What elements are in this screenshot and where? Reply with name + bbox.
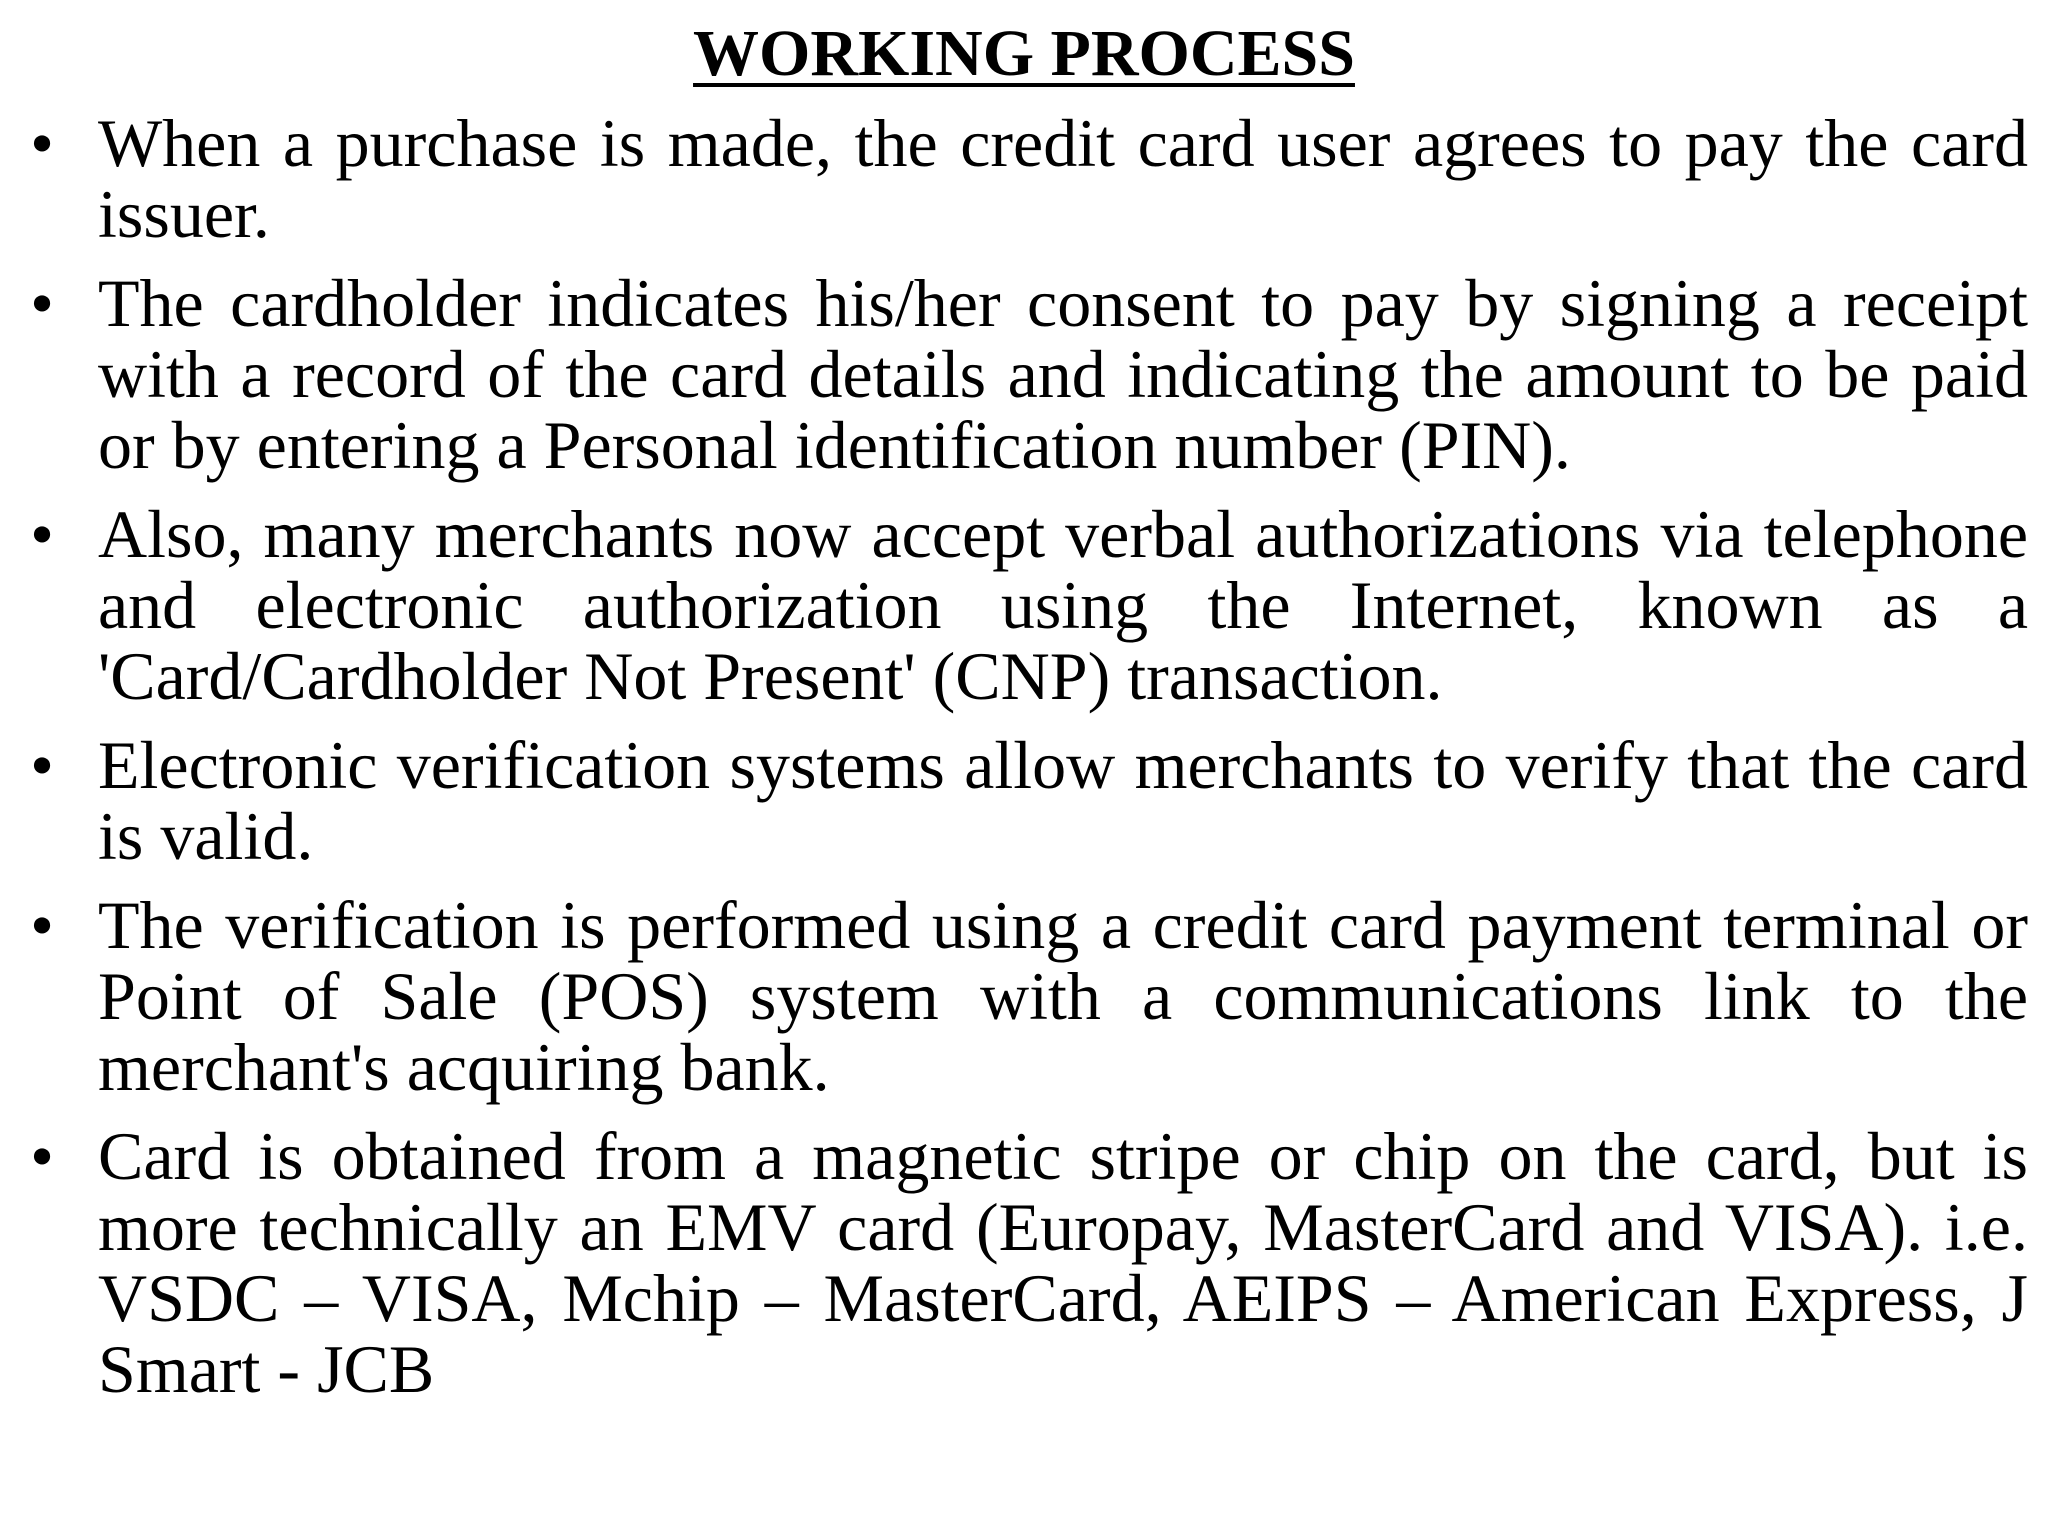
bullet-dot-icon: •	[30, 727, 54, 803]
bullet-item	[0, 727, 2048, 874]
bullet-item	[0, 265, 2048, 483]
bullet-dot-icon: •	[30, 1118, 54, 1194]
bullet-text: Card is obtained from a magnetic stripe or chip on the card, but is more technically an EMV card (Europay, MasterCard and VISA). i.e. VSDC – VISA, Mchip – MasterCard, AEIPS – American Express, J Smart - JCB	[98, 1118, 2028, 1407]
bullet-dot-icon: •	[30, 105, 54, 181]
bullet-text: Electronic verification systems allow merchants to verify that the card is valid.	[98, 727, 2028, 874]
bullet-item	[0, 887, 2048, 1105]
bullet-text: When a purchase is made, the credit card user agrees to pay the card issuer.	[98, 105, 2028, 252]
bullet-item	[0, 105, 2048, 252]
bullet-item	[0, 1118, 2048, 1407]
bullet-dot-icon: •	[30, 265, 54, 341]
bullet-list	[0, 105, 2048, 1423]
bullet-text: Also, many merchants now accept verbal authorizations via telephone and electronic authorization using the Internet, known as a 'Card/Cardholder Not Present' (CNP) transaction.	[98, 496, 2028, 714]
bullet-dot-icon: •	[30, 887, 54, 963]
bullet-item	[0, 496, 2048, 714]
bullet-text: The verification is performed using a credit card payment terminal or Point of Sale (POS) system with a communications link to the merchant's acquiring bank.	[98, 887, 2028, 1105]
slide-title: WORKING PROCESS	[693, 17, 1355, 90]
bullet-text: The cardholder indicates his/her consent to pay by signing a receipt with a record of the card details and indicating the amount to be paid or by entering a Personal identification number (PIN).	[98, 265, 2028, 483]
bullet-dot-icon: •	[30, 496, 54, 572]
